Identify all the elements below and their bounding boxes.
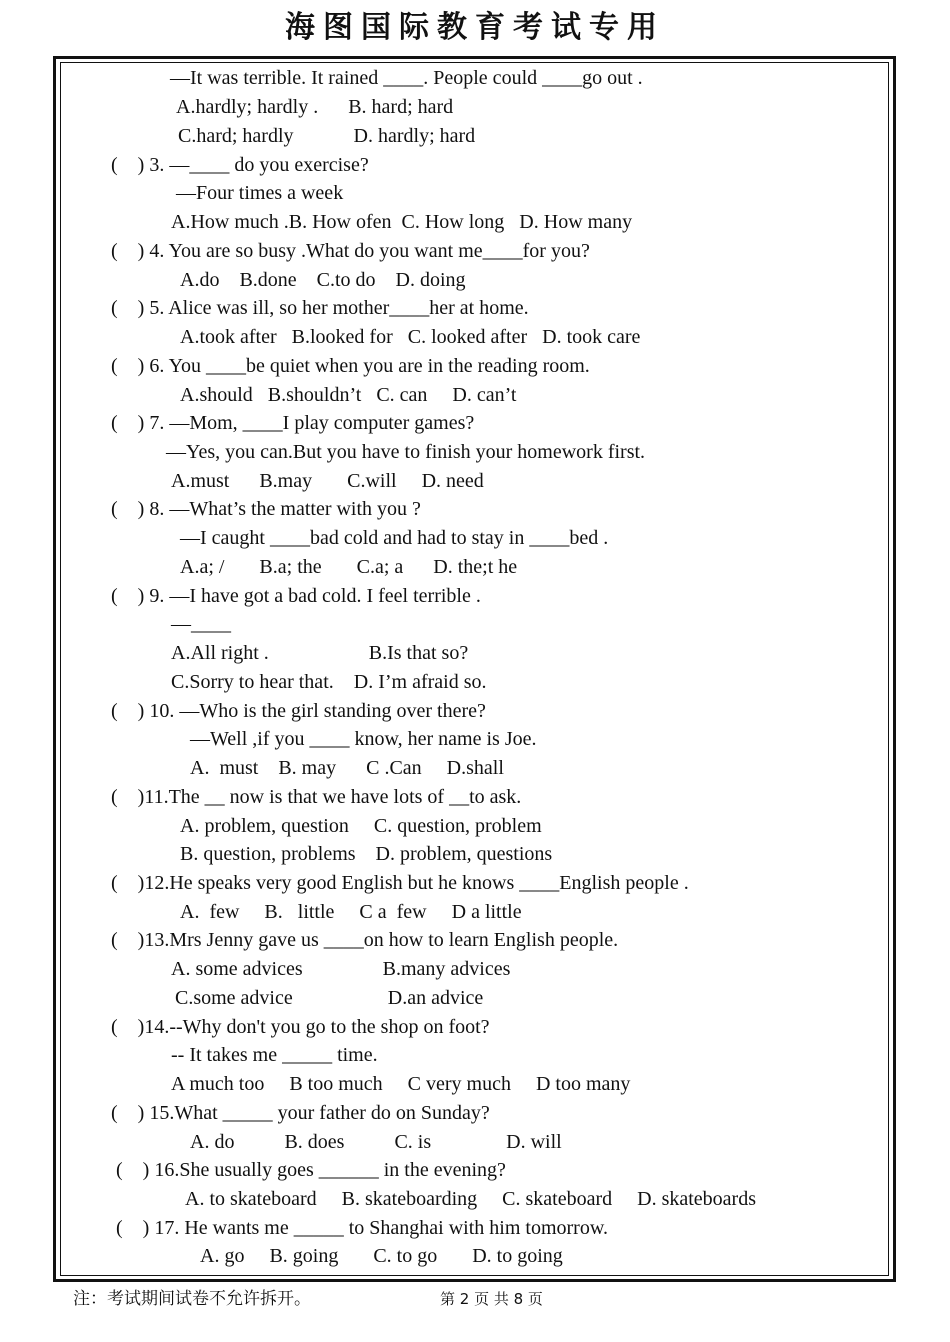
option-line: A. problem, question C. question, problem [180,815,542,837]
question-line: ( ) 8. —What’s the matter with you ? [111,498,421,520]
answer-line: -- It takes me _____ time. [171,1044,378,1066]
option-line: B. question, problems D. problem, questions [180,843,553,865]
page-number: 第 2 页 共 8 页 [440,1290,543,1308]
option-line: A.took after B.looked for C. looked after D. took care [180,326,641,348]
answer-line: —Well ,if you ____ know, her name is Joe. [190,728,537,750]
question-line: ( ) 6. You ____be quiet when you are in the reading room. [111,355,590,377]
question-line: ( )13.Mrs Jenny gave us ____on how to learn English people. [111,929,619,951]
question-line: ( ) 7. —Mom, ____I play computer games? [111,412,475,434]
option-line: A.How much .B. How ofen C. How long D. How many [171,211,633,233]
option-line: A.a; / B.a; the C.a; a D. the;t he [180,556,518,578]
option-line: A.All right . B.Is that so? [171,642,469,664]
option-line: C.hard; hardly D. hardly; hard [178,125,476,147]
question-line: —It was terrible. It rained ____. People could ____go out . [170,67,643,89]
answer-line: —____ [171,613,231,635]
question-line: ( ) 10. —Who is the girl standing over there? [111,700,486,722]
option-line: A.hardly; hardly . B. hard; hard [176,96,454,118]
option-line: A. few B. little C a few D a little [180,901,522,923]
question-line: ( )11.The __ now is that we have lots of __to ask. [111,786,522,808]
answer-line: —I caught ____bad cold and had to stay in ____bed . [180,527,609,549]
question-line: ( ) 15.What _____ your father do on Sunday? [111,1102,490,1124]
option-line: A.must B.may C.will D. need [171,470,484,492]
option-line: A much too B too much C very much D too many [171,1073,631,1095]
option-line: C.some advice D.an advice [175,987,484,1009]
option-line: A.should B.shouldn’t C. can D. can’t [180,384,517,406]
answer-line: —Four times a week [176,182,344,204]
exam-notice: 注：考试期间试卷不允许拆开。 [73,1289,311,1309]
question-line: ( ) 16.She usually goes ______ in the evening? [116,1159,506,1181]
question-line: ( ) 3. —____ do you exercise? [111,154,369,176]
question-line: ( ) 4. You are so busy .What do you want me____for you? [111,240,590,262]
question-line: ( ) 17. He wants me _____ to Shanghai with him tomorrow. [116,1217,608,1239]
option-line: A. do B. does C. is D. will [190,1131,562,1153]
option-line: A. must B. may C .Can D.shall [190,757,504,779]
exam-header-title: 海图国际教育考试专用 [285,10,665,45]
question-line: ( ) 9. —I have got a bad cold. I feel terrible . [111,585,481,607]
question-line: ( )12.He speaks very good English but he knows ____English people . [111,872,689,894]
option-line: A. to skateboard B. skateboarding C. skateboard D. skateboards [185,1188,756,1210]
option-line: C.Sorry to hear that. D. I’m afraid so. [171,671,487,693]
question-line: ( ) 5. Alice was ill, so her mother____her at home. [111,297,529,319]
option-line: A.do B.done C.to do D. doing [180,269,466,291]
option-line: A. some advices B.many advices [171,958,511,980]
option-line: A. go B. going C. to go D. to going [200,1245,563,1267]
question-line: ( )14.--Why don't you go to the shop on foot? [111,1016,490,1038]
answer-line: —Yes, you can.But you have to finish your homework first. [166,441,646,463]
